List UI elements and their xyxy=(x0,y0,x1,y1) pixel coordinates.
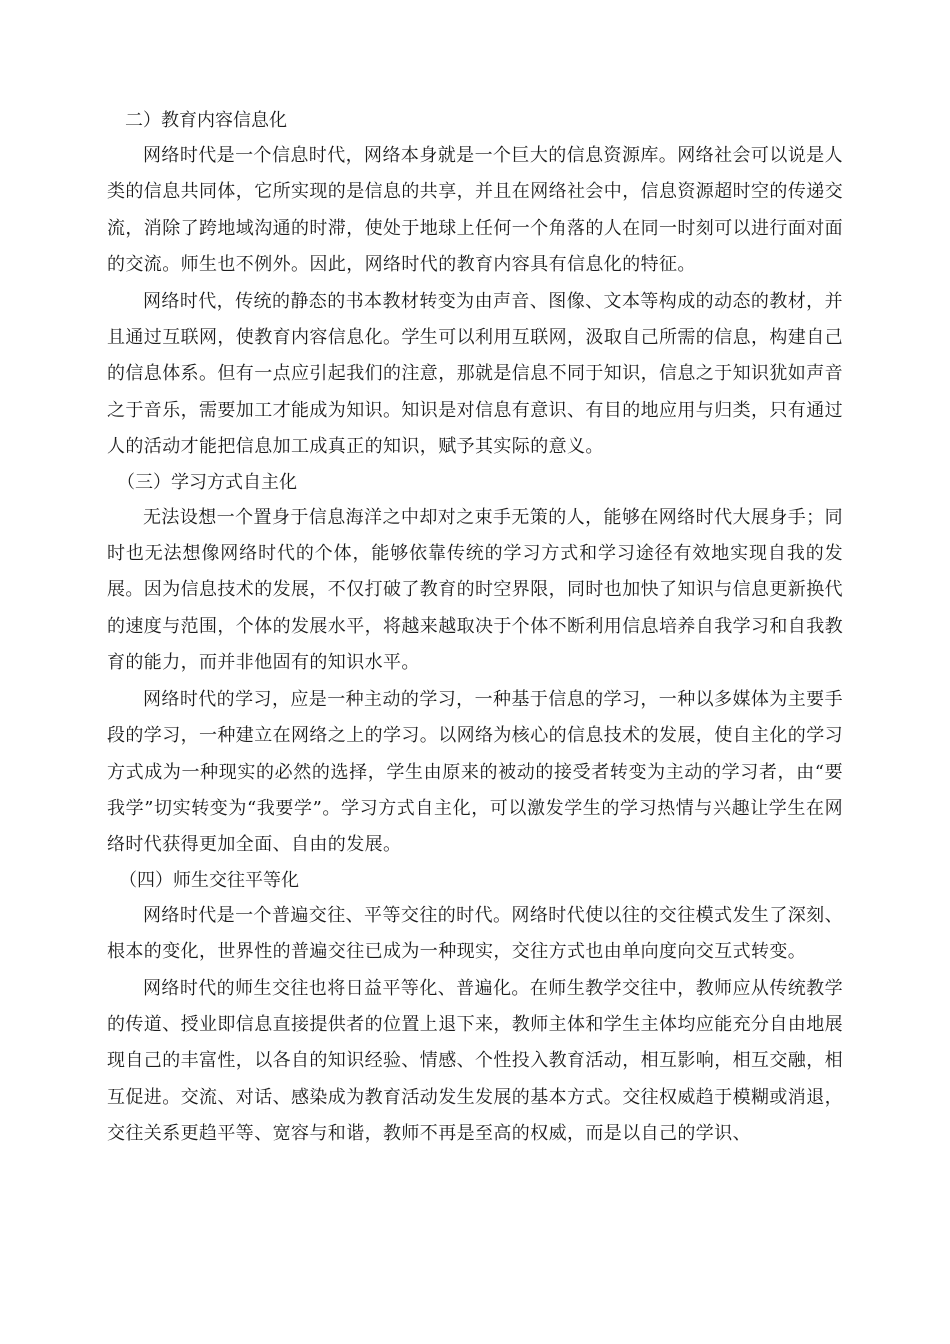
section-heading-learning-autonomy: （三）学习方式自主化 xyxy=(117,471,297,493)
document-page xyxy=(107,104,843,1153)
section-heading-teacher-student-equality: （四）师生交往平等化 xyxy=(119,869,299,891)
paragraph: 网络时代的师生交往也将日益平等化、普遍化。在师生教学交往中，教师应从传统教学的传道、授业即信息直接提供者的位置上退下来，教师主体和学生主体均应能充分自由地展现自己的丰富性，以各自的知识经验、情感、个性投入教育活动，相互影响，相互交融，相互促进。交流、对话、感染成为教育活动发生发展的基本方式。交往权威趋于模糊或消退，交往关系更趋平等、宽容与和谐，教师不再是至高的权威，而是以自己的学识、 xyxy=(107,977,843,1145)
section-heading-content-informatization: 二）教育内容信息化 xyxy=(125,110,287,131)
paragraph: 网络时代是一个信息时代，网络本身就是一个巨大的信息资源库。网络社会可以说是人类的信息共同体，它所实现的是信息的共享，并且在网络社会中，信息资源超时空的传递交流，消除了跨地域沟通的时滞，使处于地球上任何一个角落的人在同一时刻可以进行面对面的交流。师生也不例外。因此，网络时代的教育内容具有信息化的特征。 xyxy=(107,145,843,276)
paragraph: 无法设想一个置身于信息海洋之中却对之束手无策的人，能够在网络时代大展身手；同时也无法想像网络时代的个体，能够依靠传统的学习方式和学习途径有效地实现自我的发展。因为信息技术的发展，不仅打破了教育的时空界限，同时也加快了知识与信息更新换代的速度与范围，个体的发展水平，将越来越取决于个体不断利用信息培养自我学习和自我教育的能力，而并非他固有的知识水平。 xyxy=(107,506,843,674)
paragraph: 网络时代，传统的静态的书本教材转变为由声音、图像、文本等构成的动态的教材，并且通过互联网，使教育内容信息化。学生可以利用互联网，汲取自己所需的信息，构建自己的信息体系。但有一点应引起我们的注意，那就是信息不同于知识，信息之于知识犹如声音之于音乐，需要加工才能成为知识。知识是对信息有意识、有目的地应用与归类，只有通过人的活动才能把信息加工成真正的知识，赋予其实际的意义。 xyxy=(107,290,843,458)
paragraph: 网络时代是一个普遍交往、平等交往的时代。网络时代使以往的交往模式发生了深刻、根本的变化，世界性的普遍交往已成为一种现实，交往方式也由单向度向交互式转变。 xyxy=(107,904,843,963)
paragraph: 网络时代的学习，应是一种主动的学习，一种基于信息的学习，一种以多媒体为主要手段的学习，一种建立在网络之上的学习。以网络为核心的信息技术的发展，使自主化的学习方式成为一种现实的必然的选择，学生由原来的被动的接受者转变为主动的学习者，由“要我学”切实转变为“我要学”。学习方式自主化，可以激发学生的学习热情与兴趣让学生在网络时代获得更加全面、自由的发展。 xyxy=(107,688,843,856)
